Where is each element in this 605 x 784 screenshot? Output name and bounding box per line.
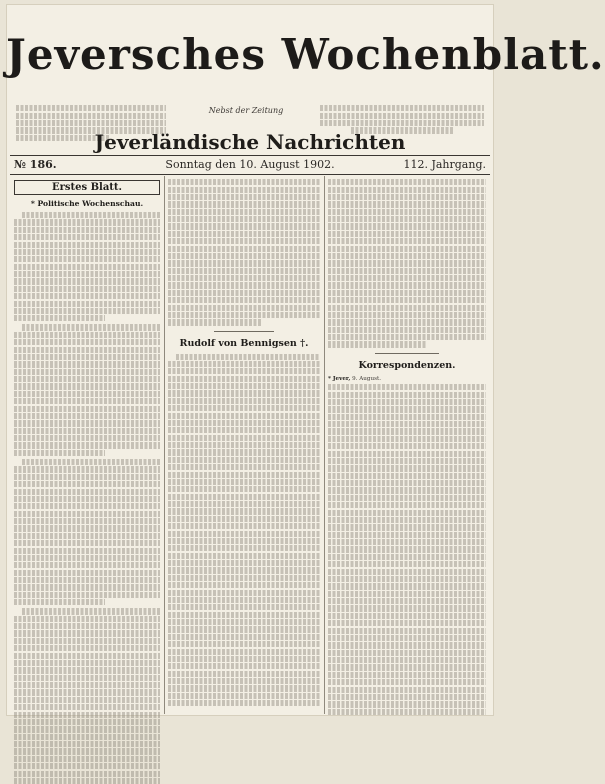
issue-number: № 186. bbox=[14, 158, 57, 171]
article-body bbox=[14, 212, 160, 321]
article-body bbox=[168, 179, 320, 325]
header-rule-top bbox=[10, 155, 490, 156]
column-divider bbox=[324, 176, 325, 714]
article-title: * Politische Wochenschau. bbox=[30, 199, 144, 208]
lead-place: * Jever, bbox=[328, 375, 351, 382]
lead-date: 9. August. bbox=[352, 375, 381, 382]
masthead-title: Jeversches Wochenblatt. bbox=[6, 30, 605, 79]
issue-info-row bbox=[12, 157, 488, 173]
masthead-subtitle: Jeverländische Nachrichten bbox=[94, 130, 406, 154]
correspondence-body bbox=[328, 384, 486, 715]
separator bbox=[214, 331, 275, 332]
masthead-center-note: Nebst der Zeitung bbox=[208, 106, 284, 115]
obituary-body bbox=[168, 354, 320, 707]
article-body bbox=[14, 608, 160, 784]
section-label: Erstes Blatt. bbox=[14, 180, 160, 195]
column-3 bbox=[328, 178, 486, 712]
obituary-title: Rudolf von Bennigsen †. bbox=[179, 337, 309, 349]
column-1 bbox=[14, 178, 160, 712]
header-rule-bottom bbox=[10, 174, 490, 175]
separator bbox=[375, 353, 438, 354]
article-body bbox=[14, 324, 160, 456]
correspondence-lead bbox=[328, 376, 486, 383]
section-title: Korrespondenzen. bbox=[358, 359, 456, 371]
newspaper-page bbox=[6, 4, 605, 716]
issue-year: 112. Jahrgang. bbox=[403, 158, 486, 171]
issue-date: Sonntag den 10. August 1902. bbox=[165, 158, 335, 171]
article-body bbox=[14, 459, 160, 605]
article-body bbox=[328, 179, 486, 347]
column-2 bbox=[168, 178, 320, 712]
column-divider bbox=[164, 176, 165, 714]
